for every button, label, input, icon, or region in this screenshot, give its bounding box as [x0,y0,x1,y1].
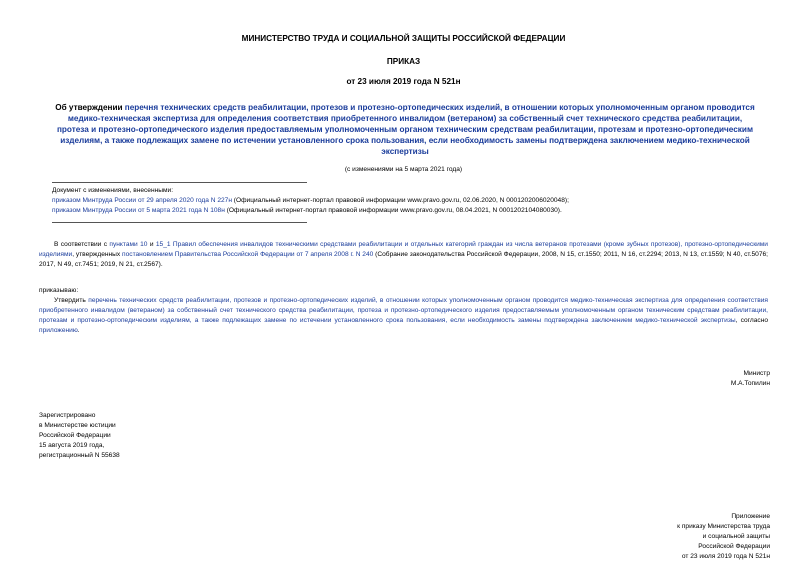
signatory-name: М.А.Топилин [730,380,770,387]
approve-paragraph [39,296,768,336]
amendment-item [52,196,752,206]
registration-block [39,411,120,461]
ministry-heading: МИНИСТЕРСТВО ТРУДА И СОЦИАЛЬНОЙ ЗАЩИТЫ РОССИЙСКОЙ ФЕДЕРАЦИИ [241,34,566,43]
approve-text-1: Утвердить [54,297,89,304]
order-date-number: от 23 июля 2019 года N 521н [346,77,461,86]
approve-text-3: . [77,327,80,334]
document-title [55,102,755,157]
basis-text-3: , утвержденных [72,251,123,258]
amendment-source-1: (Официальный интернет-портал правовой информации www.pravo.gov.ru, 02.06.2020, N 0001202006020048); [231,197,569,204]
order-word: приказываю: [39,287,79,294]
registration-line: 15 августа 2019 года, [39,442,105,449]
rules-link[interactable]: 15_1 Правил обеспечения инвалидов техническими средствами реабилитации и отдельных категорий граждан из числа ветеранов протезами (кроме зубных протезов), протезно-ортопедическими изделиями [39,241,768,258]
registration-line: Российской Федерации [39,432,111,439]
amendment-link-2[interactable]: приказом Минтруда России от 5 марта 2021 года N 108н [52,207,225,214]
appendix-line: Российской Федерации [698,543,770,550]
amendment-item [52,206,752,216]
approved-list-link[interactable]: перечень технических средств реабилитации, протезов и протезно-ортопедических изделий, в отношении которых уполномоченным органом проводится медико-техническая экспертиза для определения соответствия приобретенного инвалидом (ветераном) за собственный счет технического средства реабилитации, протеза и протезно-ортопедического изделия предоставляемым уполномоченным органом техническим средствам реабилитации, протезам и протезно-ортопедическим изделиям, а также подлежащих замене по истечении установленного срока пользования, если необходимость замены подтверждена заключением медико-технической экспертизы [39,297,768,324]
registration-line: Зарегистрировано [39,412,96,419]
amendment-link-1[interactable]: приказом Минтруда России от 29 апреля 2020 года N 227н [52,197,232,204]
basis-text-2: и [147,241,156,248]
appendix-line: к приказу Министерства труда [677,523,770,530]
appendix-line: от 23 июля 2019 года N 521н [681,553,770,560]
amendments-heading: Документ с изменениями, внесенными: [52,187,174,194]
approve-text-2: , согласно [735,317,768,324]
title-prefix: Об утверждении [55,103,125,112]
revision-note: (с изменениями на 5 марта 2021 года) [344,166,463,173]
registration-line: в Министерстве юстиции [39,422,116,429]
basis-text-4: (Собрание законодательства Российской Федерации, 2008, N 15, ст.1550; 2011, N 16, ст.2294; 2013, N 13, ст.1559; N 40, ст.5076; 2017, N 49, ст.7451; 2019, N 21, ст.2567). [39,251,769,268]
title-list-link[interactable]: перечня технических средств реабилитации, протезов и протезно-ортопедических изделий, в отношении которых уполномоченным органом проводится медико-техническая экспертиза для определения соответствия приобретенного инвалидом (ветераном) за собственный счет технического средства реабилитации, протеза и протезно-ортопедического изделия предоставляемым уполномоченным органом техническим средствам реабилитации, протезам и протезно-ортопедическим изделиям, а также подлежащих замене по истечении установленного срока пользования, если необходимость замены подтверждена заключением медико-технической экспертизы [56,103,755,156]
registration-line: регистрационный N 55638 [39,452,120,459]
government-decree-link[interactable]: постановлением Правительства Российской Федерации от 7 апреля 2008 г. N 240 [122,251,374,258]
appendix-line: Приложение [731,513,770,520]
basis-text-1: В соответствии с [54,241,110,248]
signature-block [731,369,770,389]
rules-point-10-link[interactable]: пунктами 10 [109,241,148,248]
appendix-link[interactable]: приложению [39,327,78,334]
appendix-block [677,512,770,562]
amendment-source-2: (Официальный интернет-портал правовой информации www.pravo.gov.ru, 08.04.2021, N 0001202104080030). [224,207,562,214]
appendix-line: и социальной защиты [702,533,770,540]
doc-type-heading: ПРИКАЗ [386,57,421,66]
signatory-position: Министр [743,370,770,377]
top-divider [52,182,307,183]
amendments-block [52,186,752,216]
bottom-divider [52,222,307,223]
basis-paragraph [39,240,768,270]
